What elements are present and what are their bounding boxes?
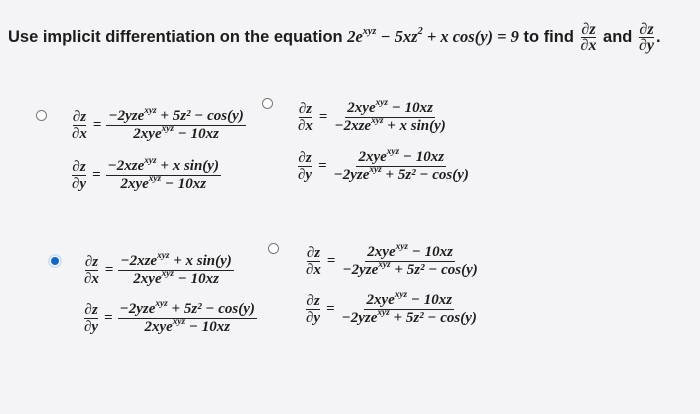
and-text: and <box>603 28 633 46</box>
dz-dy-expression: $\frac{\partial z}{\partial y}$ = $\frac{2xye^{xyz} - 10xz}{-2yze^{xyz} + 5z^2 - \cos(y)}$ <box>298 146 469 183</box>
equation: $2e^{xyz} - 5xz^2 + x$ cos(y) = 9 <box>347 25 519 46</box>
dz-dy-expression: $\frac{\partial z}{\partial y}$ = $\frac{-2yze^{xyz} + 5z^2 - \cos(y)}{2xye^{xyz} - 10xz}$ <box>84 298 255 335</box>
radio-button-selected[interactable] <box>48 254 62 268</box>
question-text: Use implicit differentiation on the equation $2e^{xyz} - 5xz^2 + x$ cos(y) = 9 to find $\frac{\partial z}{\partial x}$ and $\frac{\partial z}{\partial y}$ . <box>8 21 661 55</box>
dz-dy-expression: $\frac{\partial z}{\partial y}$ = $\frac{2xye^{xyz} - 10xz}{-2yze^{xyz} + 5z^2 - \cos(y)}$ <box>306 289 477 326</box>
dz-dy-expression: $\frac{\partial z}{\partial y}$ = $\frac{-2xze^{xyz} + x \sin(y)}{2xye^{xyz} - 10xz}$ <box>72 155 219 192</box>
radio-button[interactable] <box>268 243 279 254</box>
dz-dx-fraction: $\frac{\partial z}{\partial x}$ <box>580 21 597 55</box>
dz-dx-expression: $\frac{\partial z}{\partial x}$ = $\frac{2xye^{xyz} - 10xz}{-2xze^{xyz} + x \sin(y)}$ <box>298 97 446 134</box>
dz-dy-fraction: $\frac{\partial z}{\partial y}$ <box>638 21 654 55</box>
dz-dx-expression: $\frac{\partial z}{\partial x}$ = $\frac{2xye^{xyz} - 10xz}{-2yze^{xyz} + 5z^2 - \cos(y)}$ <box>306 241 478 278</box>
dz-dx-expression: $\frac{\partial z}{\partial x}$ = $\frac{-2xze^{xyz} + x \sin(y)}{2xye^{xyz} - 10xz}$ <box>84 250 232 287</box>
question-prefix: Use implicit differentiation on the equation <box>8 28 343 46</box>
radio-button[interactable] <box>36 110 47 121</box>
to-find-text: to find <box>523 28 574 46</box>
dz-dx-expression: $\frac{\partial z}{\partial x}$ = $\frac{-2yze^{xyz} + 5z^2 - \cos(y)}{2xye^{xyz} - 10xz}$ <box>72 105 244 142</box>
radio-button[interactable] <box>262 98 273 109</box>
